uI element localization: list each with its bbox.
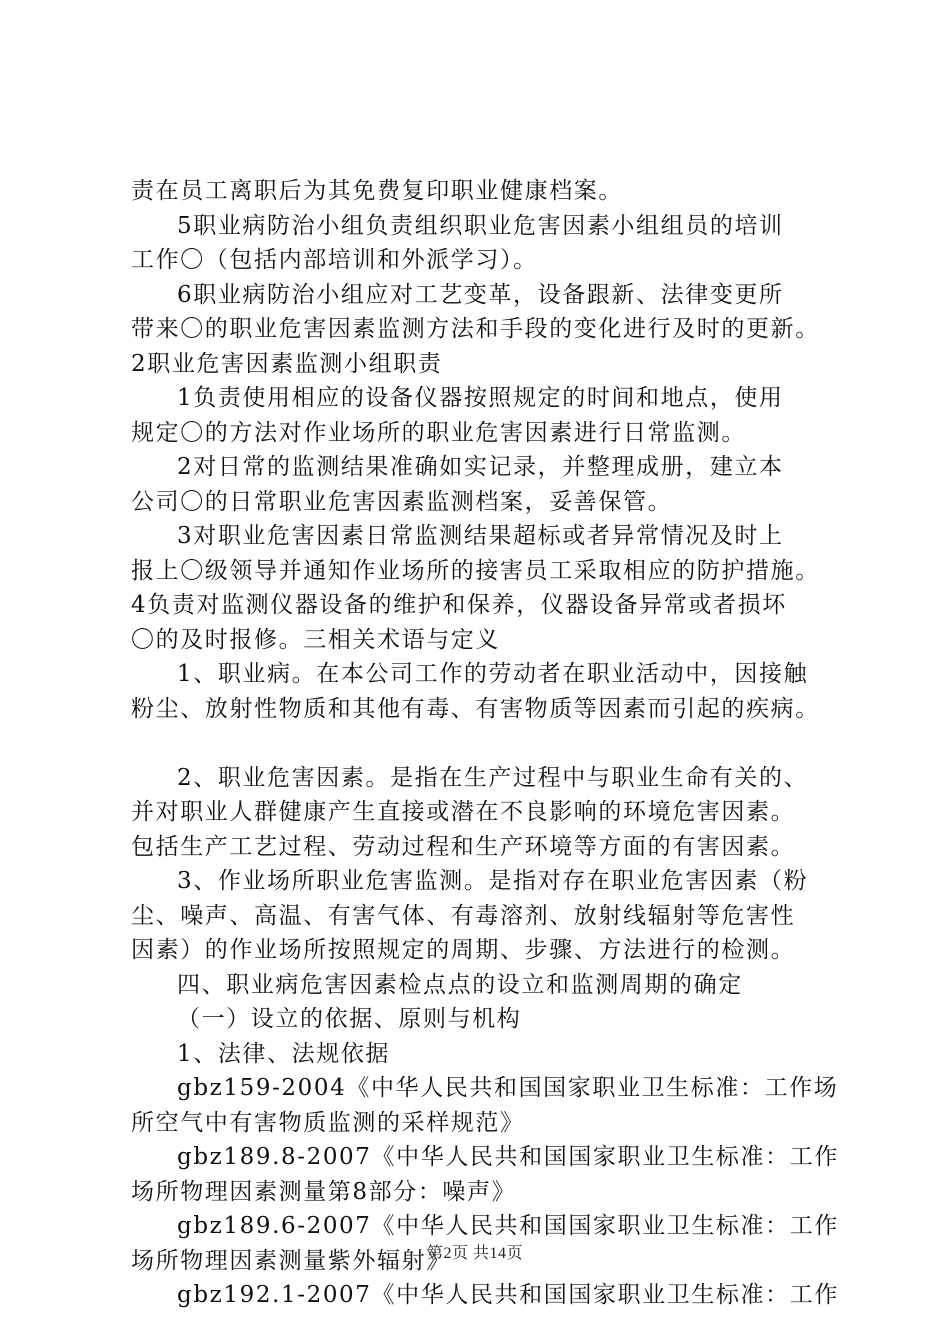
text-line: 2职业危害因素监测小组职责 bbox=[131, 350, 443, 377]
text-line: 所空气中有害物质监测的采样规范》 bbox=[131, 1109, 525, 1136]
text-line: 〇的及时报修。三相关术语与定义 bbox=[131, 626, 500, 653]
text-line: 1、职业病。在本公司工作的劳动者在职业活动中，因接触 bbox=[177, 661, 809, 687]
text-line: gbz189.8-2007《中华人民共和国国家职业卫生标准：工作 bbox=[177, 1144, 839, 1170]
text-line: 公司〇的日常职业危害因素监测档案，妥善保管。 bbox=[131, 488, 673, 515]
text-line: 工作〇（包括内部培训和外派学习）。 bbox=[131, 247, 538, 273]
text-line: gbz159-2004《中华人民共和国国家职业卫生标准：工作场 bbox=[177, 1075, 839, 1101]
text-line: 3、作业场所职业危害监测。是指对存在职业危害因素（粉 bbox=[177, 868, 809, 894]
text-line: 1、法律、法规依据 bbox=[177, 1040, 391, 1067]
text-line: 场所物理因素测量紫外辐射》 bbox=[131, 1247, 451, 1274]
text-line: 因素）的作业场所按照规定的周期、步骤、方法进行的检测。 bbox=[131, 937, 796, 963]
text-line: 并对职业人群健康产生直接或潜在不良影响的环境危害因素。 bbox=[131, 799, 796, 825]
text-line: 包括生产工艺过程、劳动过程和生产环境等方面的有害因素。 bbox=[131, 833, 796, 860]
page-footer: 第2页 共14页 bbox=[426, 1245, 523, 1262]
text-line: 1负责使用相应的设备仪器按照规定的时间和地点，使用 bbox=[177, 385, 784, 411]
text-line: 带来〇的职业危害因素监测方法和手段的变化进行及时的更新。 bbox=[131, 316, 820, 342]
text-line: 规定〇的方法对作业场所的职业危害因素进行日常监测。 bbox=[131, 419, 746, 446]
document-body bbox=[131, 174, 851, 1313]
text-line: 5职业病防治小组负责组织职业危害因素小组组员的培训 bbox=[177, 212, 784, 239]
text-line: 粉尘、放射性物质和其他有毒、有害物质等因素而引起的疾病。 bbox=[131, 695, 820, 722]
text-line: 场所物理因素测量第8部分：噪声》 bbox=[131, 1178, 517, 1205]
blank-line bbox=[131, 726, 851, 761]
text-line: （一）设立的依据、原则与机构 bbox=[177, 1006, 522, 1032]
text-line: 2、职业危害因素。是指在生产过程中与职业生命有关的、 bbox=[177, 764, 809, 791]
text-line: 3对职业危害因素日常监测结果超标或者异常情况及时上 bbox=[177, 523, 784, 549]
text-line: 报上〇级领导并通知作业场所的接害员工采取相应的防护措施。 bbox=[131, 557, 820, 584]
text-line: 2对日常的监测结果准确如实记录，并整理成册，建立本 bbox=[177, 454, 784, 480]
text-line: 尘、噪声、高温、有害气体、有毒溶剂、放射线辐射等危害性 bbox=[131, 902, 796, 929]
text-line: 责在员工离职后为其免费复印职业健康档案。 bbox=[131, 178, 623, 204]
text-line: gbz192.1-2007《中华人民共和国国家职业卫生标准：工作 bbox=[177, 1282, 839, 1308]
text-line: gbz189.6-2007《中华人民共和国国家职业卫生标准：工作 bbox=[177, 1213, 839, 1239]
text-line: 6职业病防治小组应对工艺变革，设备跟新、法律变更所 bbox=[177, 281, 784, 308]
text-line: 四、职业病危害因素检点点的设立和监测周期的确定 bbox=[177, 971, 743, 998]
text-line: 4负责对监测仪器设备的维护和保养，仪器设备异常或者损坏 bbox=[131, 592, 787, 618]
